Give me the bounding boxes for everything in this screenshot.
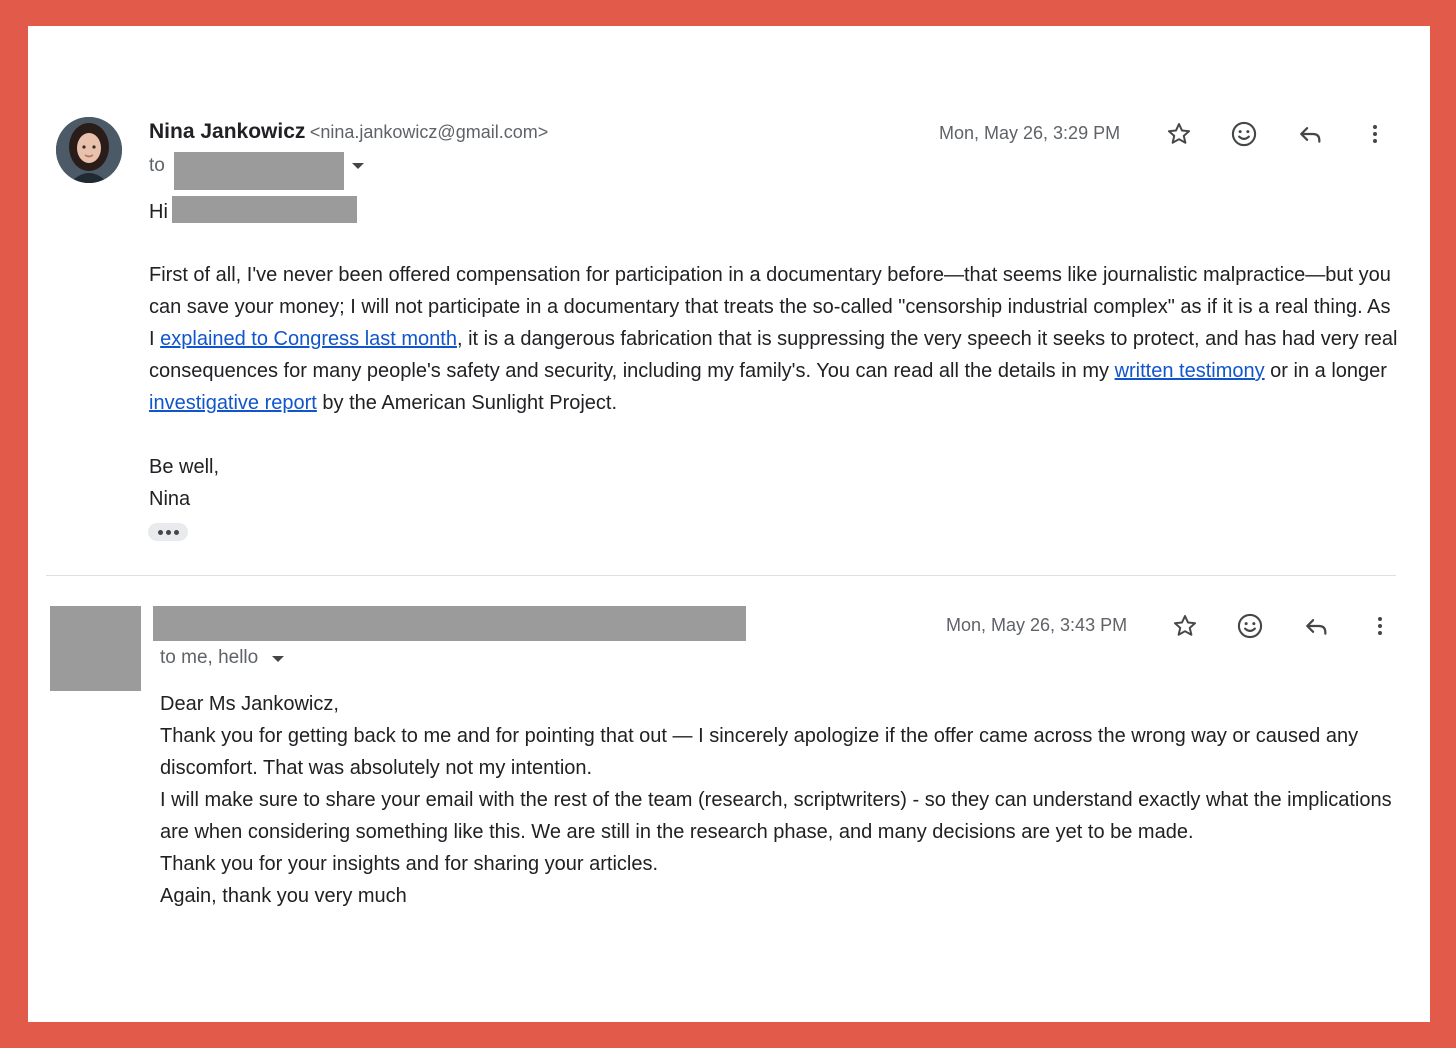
redacted-recipient bbox=[174, 152, 344, 190]
emoji-reaction-button[interactable] bbox=[1226, 116, 1262, 152]
reply-icon bbox=[1302, 612, 1330, 640]
body-line: Again, thank you very much bbox=[160, 885, 407, 907]
reply-icon bbox=[1296, 120, 1324, 148]
email-thread bbox=[28, 26, 1430, 1022]
dropdown-icon bbox=[348, 156, 368, 176]
congress-link[interactable]: explained to Congress last month bbox=[160, 328, 457, 350]
more-vert-icon bbox=[1363, 122, 1387, 146]
redacted-sender-name bbox=[153, 606, 746, 641]
more-options-button[interactable] bbox=[1362, 608, 1398, 644]
sender-avatar[interactable] bbox=[56, 117, 122, 183]
body-line: Thank you for your insights and for sharing your articles. bbox=[160, 853, 659, 875]
message-divider bbox=[46, 575, 1396, 576]
body-text-part2: , it is a dangerous fabrication that is suppressing the very speech it seeks to protect, and has had very real consequences for many people's safety and security, including my family's. You can read all the details in my bbox=[149, 328, 1398, 382]
star-icon bbox=[1172, 613, 1198, 639]
message-date: Mon, May 26, 3:43 PM bbox=[946, 615, 1128, 635]
more-vert-icon bbox=[1368, 614, 1392, 638]
star-button[interactable] bbox=[1167, 608, 1203, 644]
body-text-part1: First of all, I've never been offered compensation for participation in a documentary before—that seems like journalistic malpractice—but you can save your money; I will not participate in a documentary that treats the so-called "censorship industrial complex" as if it is a real thing. As I bbox=[149, 264, 1391, 350]
avatar-photo bbox=[56, 117, 122, 183]
ellipsis-icon bbox=[174, 530, 179, 535]
body-paragraph bbox=[149, 259, 1399, 419]
reply-button[interactable] bbox=[1292, 116, 1328, 152]
ellipsis-icon bbox=[158, 530, 163, 535]
testimony-link[interactable]: written testimony bbox=[1114, 360, 1265, 382]
recipient-line bbox=[160, 647, 258, 669]
emoji-icon bbox=[1230, 120, 1258, 148]
body-line: I will make sure to share your email with the rest of the team (research, scriptwriters) - so they can understand exactly what the implications are when considering something like this. We are still in the research phase, and many decisions are yet to be made. bbox=[160, 789, 1392, 843]
body-text-part4: by the American Sunlight Project. bbox=[316, 392, 618, 414]
body-line: Thank you for getting back to me and for pointing that out — I sincerely apologize if the offer came across the wrong way or caused any discomfort. That was absolutely not my intention. bbox=[160, 725, 1359, 779]
ellipsis-icon bbox=[166, 530, 171, 535]
recipient-details-toggle[interactable] bbox=[268, 649, 288, 669]
message-date: Mon, May 26, 3:29 PM bbox=[939, 123, 1121, 143]
emoji-reaction-button[interactable] bbox=[1232, 608, 1268, 644]
report-link[interactable]: investigative report bbox=[149, 392, 317, 414]
star-icon bbox=[1166, 121, 1192, 147]
message-body bbox=[160, 688, 1400, 912]
recipient-label: to me, hello bbox=[160, 647, 259, 668]
more-options-button[interactable] bbox=[1357, 116, 1393, 152]
emoji-icon bbox=[1236, 612, 1264, 640]
redacted-sender-avatar[interactable] bbox=[50, 606, 141, 691]
sender-line bbox=[149, 120, 548, 144]
body-text-part3: or in a longer bbox=[1264, 360, 1387, 382]
message-body bbox=[149, 259, 1399, 419]
greeting: Hi bbox=[149, 201, 168, 223]
sender-name[interactable]: Nina Jankowicz bbox=[149, 120, 306, 143]
star-button[interactable] bbox=[1161, 116, 1197, 152]
signature: Nina bbox=[149, 488, 191, 510]
body-line: Dear Ms Jankowicz, bbox=[160, 693, 339, 715]
reply-button[interactable] bbox=[1298, 608, 1334, 644]
recipient-label: to bbox=[149, 155, 165, 176]
signoff: Be well, bbox=[149, 456, 220, 478]
show-trimmed-content-button[interactable] bbox=[148, 523, 188, 541]
redacted-greeting-name bbox=[172, 196, 357, 223]
recipient-details-toggle[interactable] bbox=[348, 156, 368, 176]
dropdown-icon bbox=[268, 649, 288, 669]
sender-email: <nina.jankowicz@gmail.com> bbox=[309, 122, 549, 142]
